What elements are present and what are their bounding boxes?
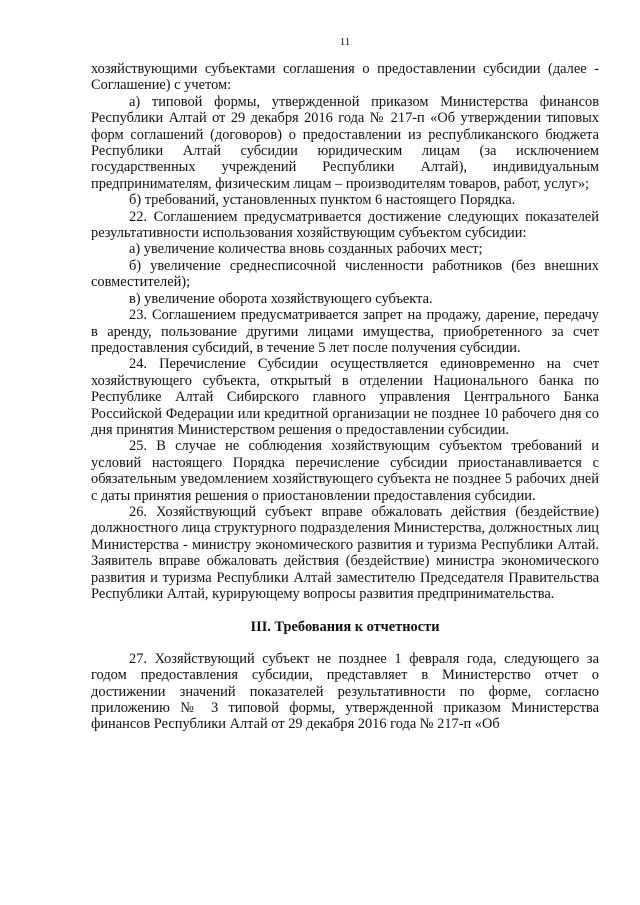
paragraph: б) увеличение среднесписочной численности работников (без внешних совместителей); [91,257,599,291]
body-text-before [91,61,599,602]
paragraph: 26. Хозяйствующий субъект вправе обжаловать действия (бездействие) должностного лица структурного подразделения Министерства, должностных лиц Министерства - министру экономического развития и туризма Республики Алтай. Заявитель вправе обжаловать действия (бездействие) министра экономического развития и туризма Республики Алтай заместителю Председателя Правительства Республики Алтай, курирующему вопросы развития предпринимательства. [91,503,599,602]
paragraph: хозяйствующими субъектами соглашения о предоставлении субсидии (далее - Соглашение) с учетом: [91,61,599,94]
body-text-after [91,651,599,733]
paragraph: 27. Хозяйствующий субъект не позднее 1 февраля года, следующего за годом предоставления субсидии, представляет в Министерство отчет о достижении значений показателей результативности по форме, согласно приложению № 3 типовой формы, утвержденной приказом Министерства финансов Республики Алтай от 29 декабря 2016 года № 217-п «Об [91,650,599,733]
paragraph: 24. Перечисление Субсидии осуществляется единовременно на счет хозяйствующего субъекта, открытый в отделении Национального банка по Республике Алтай Сибирского главного управления Центрального Банка Российской Федерации или кредитной организации не позднее 10 рабочего дня со дня принятия Министерством решения о предоставлении субсидии. [91,356,599,438]
section-heading: III. Требования к отчетности [250,619,440,636]
paragraph: б) требований, установленных пунктом 6 настоящего Порядка. [129,192,516,209]
document-page [91,36,599,733]
paragraph: а) увеличение количества вновь созданных рабочих мест; [129,241,483,258]
paragraph: 22. Соглашением предусматривается достижение следующих показателей результативности использования хозяйствующим субъектом субсидии: [91,208,599,242]
page-number: 11 [339,36,351,48]
paragraph: 25. В случае не соблюдения хозяйствующим субъектом требований и условий настоящего Порядка перечисление субсидии приостанавливается с обязательным уведомлением хозяйствующего субъекта не позднее 5 рабочих дней с даты принятия решения о приостановлении предоставления субсидии. [91,438,599,504]
paragraph: в) увеличение оборота хозяйствующего субъекта. [129,290,433,307]
paragraph: 23. Соглашением предусматривается запрет на продажу, дарение, передачу в аренду, пользование другими лицами имущества, приобретенного за счет предоставления субсидий, в течение 5 лет после получения субсидии. [91,307,599,356]
paragraph: а) типовой формы, утвержденной приказом Министерства финансов Республики Алтай от 29 декабря 2016 года № 217-п «Об утверждении типовых форм соглашений (договоров) о предоставлении из республиканского бюджета Республики Алтай субсидии юридическим лицам (за исключением государственных учреждений Республики Алтай), индивидуальным предпринимателям, физическим лицам – производителям товаров, работ, услуг»; [91,93,599,192]
